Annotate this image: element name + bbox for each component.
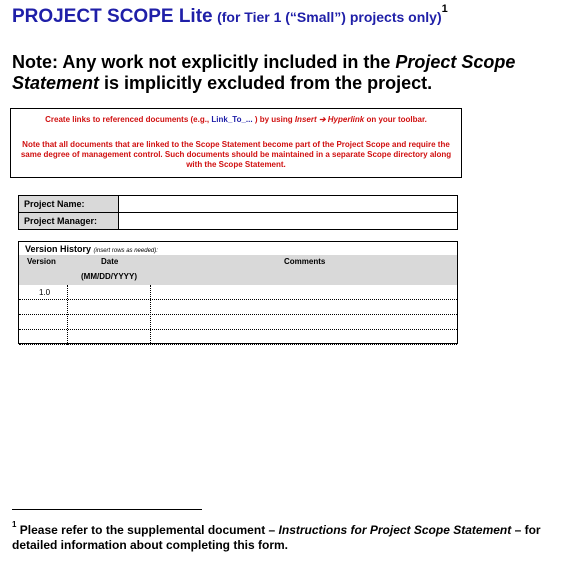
version-history-hint: (insert rows as needed): bbox=[93, 248, 158, 254]
footnote-separator bbox=[12, 509, 202, 510]
menu-path: Insert ➔ Hyperlink bbox=[294, 115, 365, 124]
footnote-number: 1 bbox=[12, 520, 17, 529]
version-history-rows bbox=[19, 285, 457, 345]
note-tail: is implicitly excluded from the project. bbox=[99, 73, 433, 93]
project-name-label: Project Name: bbox=[19, 196, 119, 213]
table-row bbox=[19, 213, 458, 230]
instructions-box bbox=[10, 108, 462, 178]
project-info-table bbox=[18, 195, 458, 230]
title-main: PROJECT SCOPE Lite bbox=[12, 6, 213, 27]
table-row bbox=[19, 196, 458, 213]
exclusion-note bbox=[12, 52, 572, 94]
col-comments: Comments bbox=[284, 257, 326, 266]
version-history-table bbox=[18, 241, 458, 344]
version-cell[interactable]: 1.0 bbox=[39, 288, 51, 297]
table-row[interactable] bbox=[19, 285, 457, 300]
note-lead: Note: Any work not explicitly included in the bbox=[12, 52, 396, 72]
project-manager-field[interactable] bbox=[119, 213, 458, 230]
col-date: Date bbox=[101, 257, 119, 266]
footnote: $^1$ Please refer to the supplemental document – Instructions for Project Scope Statement – for detailed information about completing this form. bbox=[12, 520, 541, 552]
version-history-title: Version History (insert rows as needed): bbox=[25, 244, 158, 254]
version-history-header bbox=[19, 255, 457, 285]
link-instruction: Create links to referenced documents (e.g., Link_To_... ) by using Insert ➔ Hyperlink on your toolbar. bbox=[45, 115, 427, 124]
col-version: Version bbox=[27, 257, 56, 266]
linked-documents-note: Note that all documents that are linked to the Scope Statement become part of the Project Scope and require the same degree of management control. Such documents should be maintained in a separate Scope directory along with the Scope Statement. bbox=[20, 140, 452, 169]
project-manager-label: Project Manager: bbox=[19, 213, 119, 230]
project-name-field[interactable] bbox=[119, 196, 458, 213]
col-date-format: (MM/DD/YYYY) bbox=[81, 272, 137, 281]
title-subtitle: (for Tier 1 (“Small”) projects only) bbox=[217, 9, 442, 25]
table-row[interactable] bbox=[19, 330, 457, 345]
footnote-document-title: Instructions for Project Scope Statement bbox=[278, 523, 512, 537]
example-link[interactable]: Link_To_... bbox=[211, 115, 253, 124]
title-footnote-ref: 1 bbox=[441, 2, 448, 15]
note-emphasis: Project Scope Statement bbox=[12, 52, 516, 93]
table-row[interactable] bbox=[19, 315, 457, 330]
document-title bbox=[12, 2, 577, 28]
table-row[interactable] bbox=[19, 300, 457, 315]
